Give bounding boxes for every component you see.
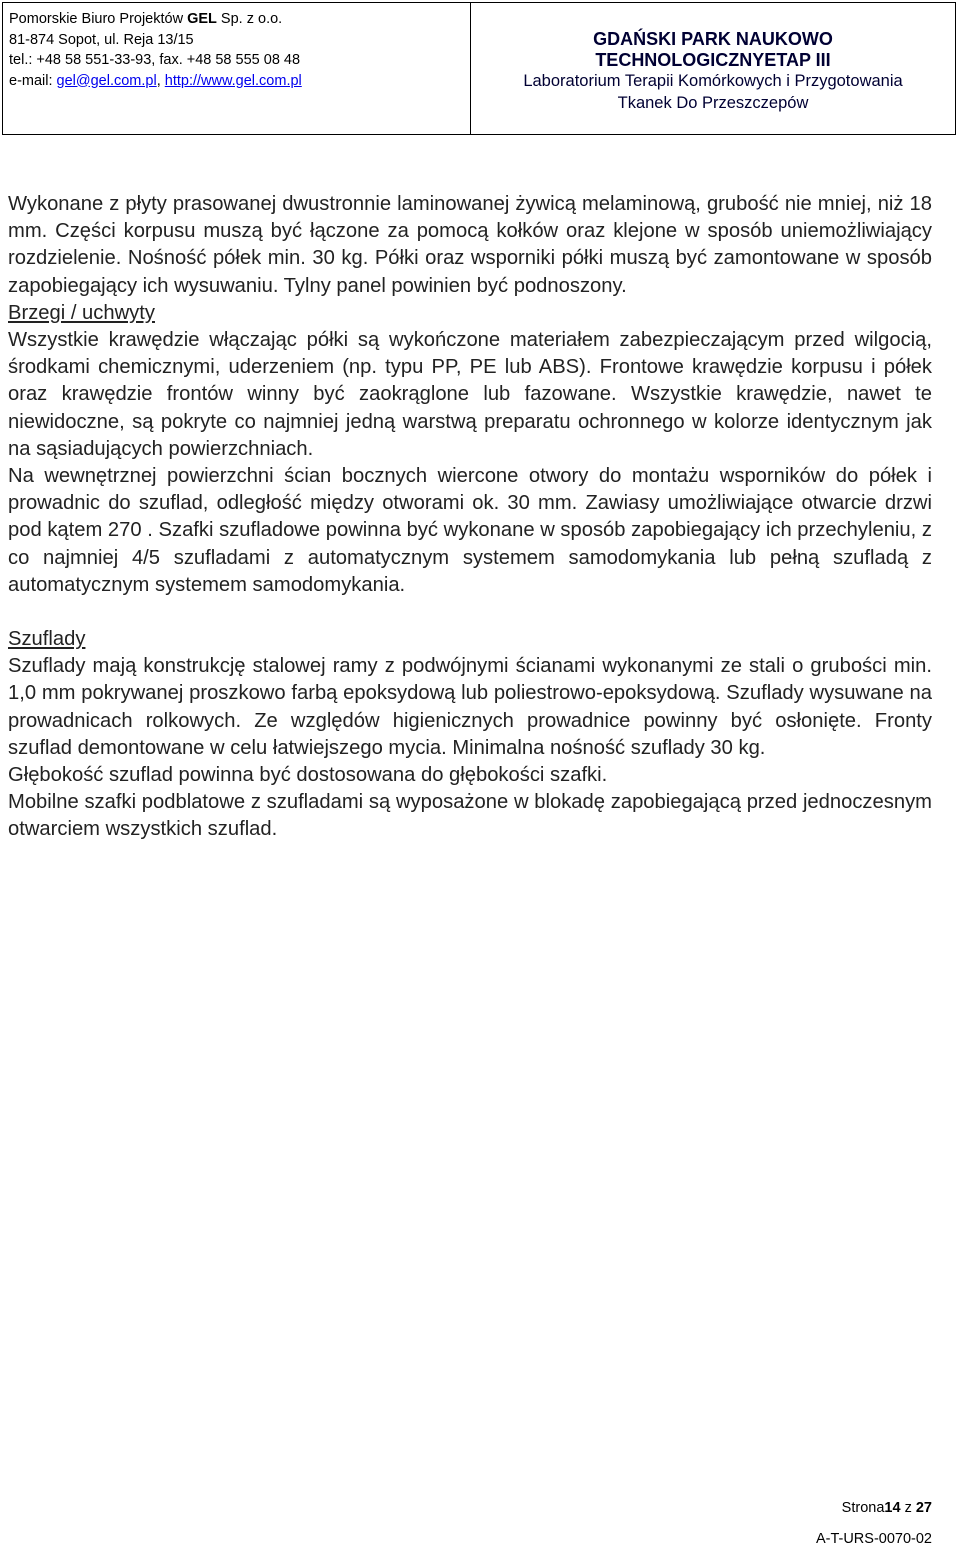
company-address: 81-874 Sopot, ul. Reja 13/15 <box>9 31 194 48</box>
document-code: A-T-URS-0070-02 <box>815 1531 932 1547</box>
email-label: e-mail: <box>9 72 57 89</box>
company-info <box>3 3 471 134</box>
company-name-suffix: Sp. z o.o. <box>216 11 283 27</box>
page-of: z <box>900 1500 916 1516</box>
org-name-line2: TECHNOLOGICZNYETAP III <box>595 50 831 70</box>
website-link[interactable]: http://www.gel.com.pl <box>164 72 302 89</box>
lab-name-line2: Tkanek Do Przeszczepów <box>617 93 809 112</box>
contact-separator: , <box>156 72 165 89</box>
document-header <box>2 2 956 135</box>
lab-name-line1: Laboratorium Terapii Komórkowych i Przygotowania <box>523 72 903 90</box>
section-title-edges: Brzegi / uchwyty <box>8 301 155 324</box>
company-name-bold: GEL <box>187 11 217 27</box>
company-name-prefix: Pomorskie Biuro Projektów <box>9 11 188 27</box>
email-link[interactable]: gel@gel.com.pl <box>56 72 157 89</box>
paragraph-gap <box>8 599 932 626</box>
company-phone: tel.: +48 58 551-33-93, fax. +48 58 555 08 48 <box>9 52 301 68</box>
intro-paragraph: Wykonane z płyty prasowanej dwustronnie laminowanej żywicą melaminową, grubość nie mniej, niż 18 mm. Części korpusu muszą być łączone za pomocą kołków oraz klejone w sposób uniemożliwiający rozdzielenie. Nośność półek min. 30 kg. Półki oraz wsporniki półki muszą być zamontowane w sposób zapobiegający ich wysuwaniu. Tylny panel powinien być podnoszony. <box>8 193 932 297</box>
page-number <box>842 1500 932 1516</box>
page-label: Strona <box>841 1500 885 1516</box>
edges-paragraph-1: Wszystkie krawędzie włączając półki są wykończone materiałem zabezpieczającym przed wilgocią, środkami chemicznymi, uderzeniem (np. typu PP, PE lub ABS). Frontowe krawędzie korpusu i półek oraz krawędzie frontów winny być zaokrąglone lub fazowane. Wszystkie krawędzie, nawet te niewidoczne, są pokryte co najmniej jedną warstwą preparatu ochronnego w kolorze identycznym jak na sąsiadujących powierzchniach. <box>8 329 932 460</box>
page-total: 27 <box>915 1500 932 1516</box>
org-name-line1: GDAŃSKI PARK NAUKOWO <box>593 29 833 49</box>
document-body <box>8 191 932 844</box>
drawers-paragraph-3: Mobilne szafki podblatowe z szufladami są wyposażone w blokadę zapobiegającą przed jednoczesnym otwarciem wszystkich szuflad. <box>8 791 932 841</box>
drawers-paragraph-1: Szuflady mają konstrukcję stalowej ramy z podwójnymi ścianami wykonanymi ze stali o grubości min. 1,0 mm pokrywanej proszkowo farbą epoksydową lub poliestrowo-epoksydową. Szuflady wysuwane na prowadnicach rolkowych. Ze względów higienicznych prowadnice powinny być osłonięte. Fronty szuflad demontowane w celu łatwiejszego mycia. Minimalna nośność szuflady 30 kg. <box>8 655 932 759</box>
drawers-paragraph-2: Głębokość szuflad powinna być dostosowana do głębokości szafki. <box>8 764 608 787</box>
company-name <box>9 9 470 30</box>
company-contact <box>9 71 470 92</box>
page-current: 14 <box>884 1500 901 1516</box>
edges-paragraph-2: Na wewnętrznej powierzchni ścian bocznych wiercone otwory do montażu wsporników do półek i prowadnic do szuflad, odległość między otworami ok. 30 mm. Zawiasy umożliwiające otwarcie drzwi pod kątem 270 . Szafki szufladowe powinna być wykonane w sposób zapobiegający ich przechyleniu, z co najmniej 4/5 szufladami z automatycznym systemem samodomykania lub pełną szufladą z automatycznym systemem samodomykania. <box>8 465 932 596</box>
project-info <box>471 3 955 134</box>
section-title-drawers: Szuflady <box>8 628 86 651</box>
